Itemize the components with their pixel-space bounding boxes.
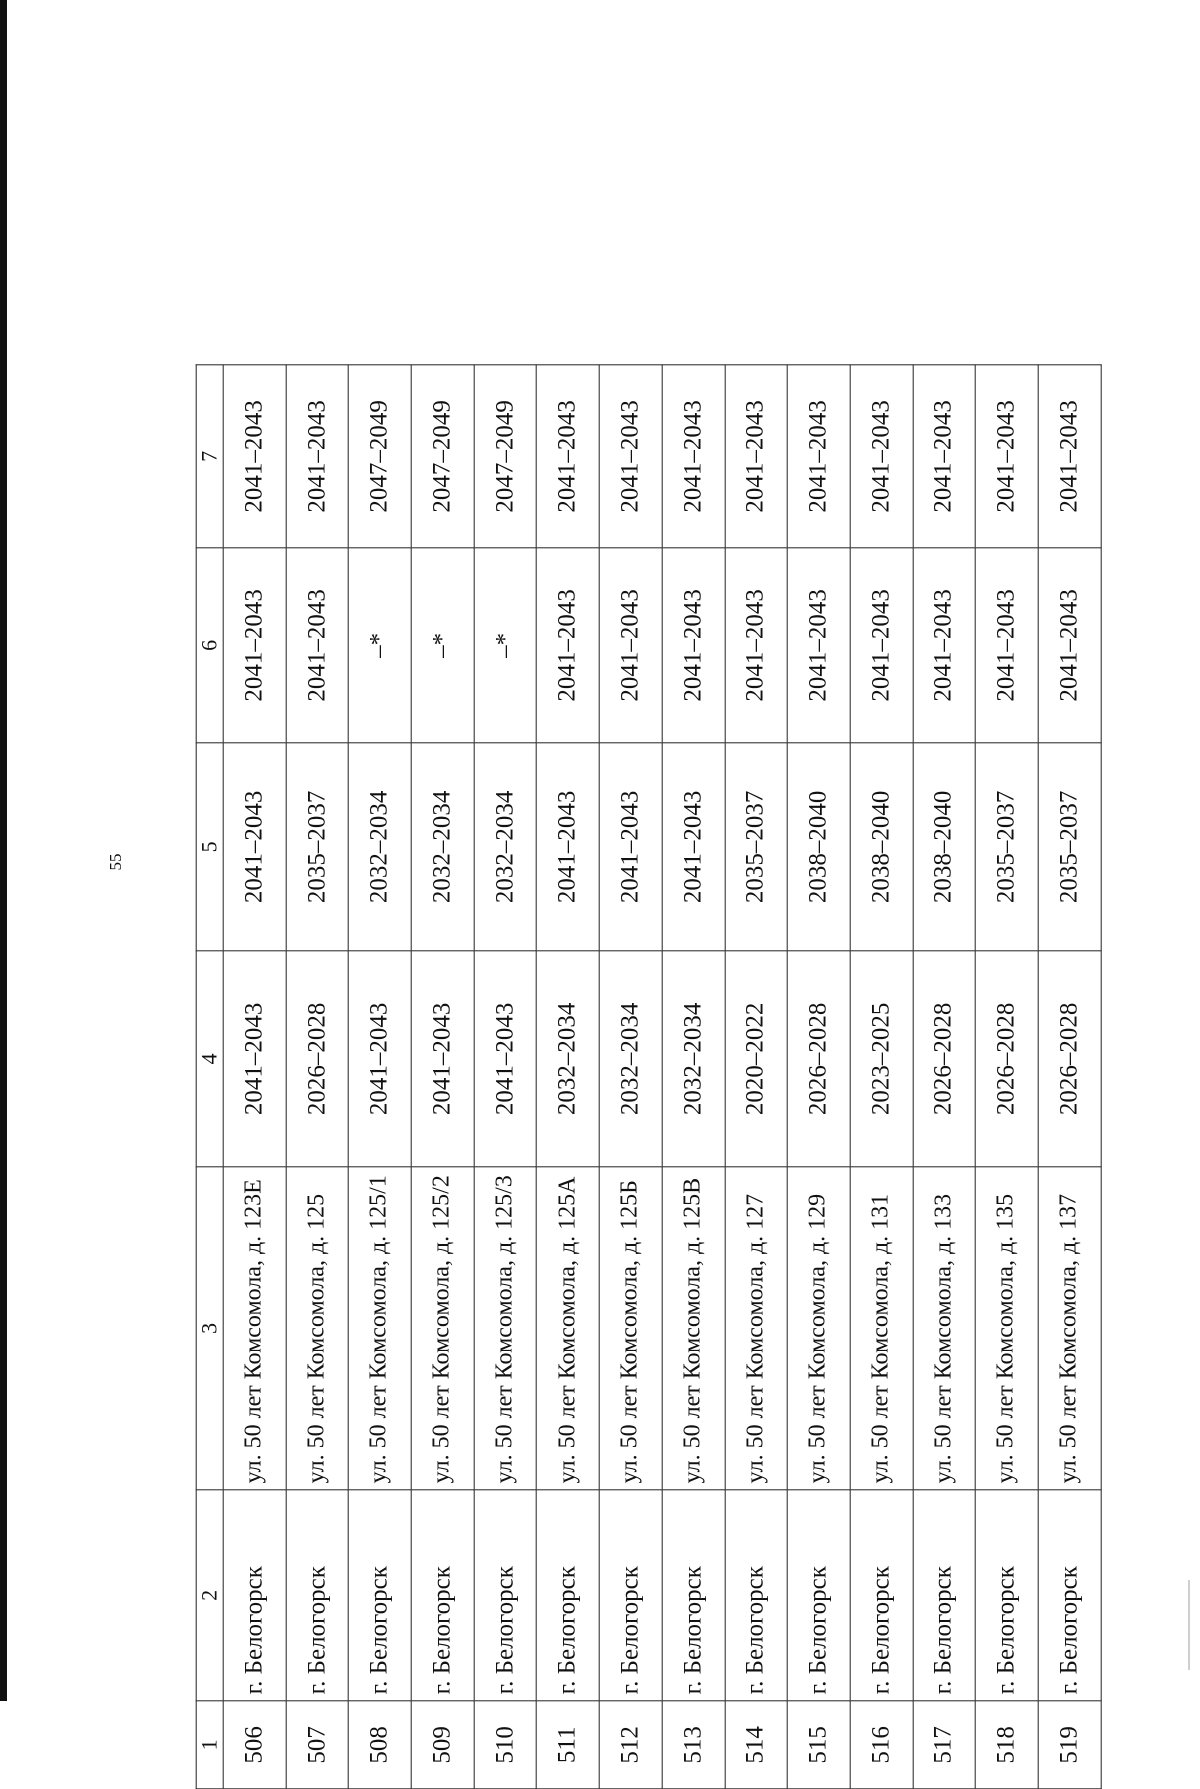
period-cell: 2026–2028 (1038, 951, 1101, 1167)
city-cell: г. Белогорск (599, 1490, 662, 1701)
column-header: 2 (196, 1490, 223, 1701)
period-cell: –* (411, 548, 474, 743)
period-cell: 2041–2043 (1038, 365, 1101, 548)
address-cell: ул. 50 лет Комсомола, д. 125В (662, 1167, 725, 1490)
row-number: 510 (474, 1701, 537, 1789)
address-cell: ул. 50 лет Комсомола, д. 133 (913, 1167, 976, 1490)
period-cell: 2041–2043 (286, 365, 349, 548)
scan-edge (0, 0, 7, 1701)
period-cell: –* (349, 548, 412, 743)
city-cell: г. Белогорск (223, 1490, 286, 1701)
period-cell: 2026–2028 (975, 951, 1038, 1167)
period-cell: 2035–2037 (286, 743, 349, 951)
table-row (349, 365, 412, 1789)
city-cell: г. Белогорск (975, 1490, 1038, 1701)
period-cell: 2038–2040 (787, 743, 850, 951)
address-cell: ул. 50 лет Комсомола, д. 131 (850, 1167, 913, 1490)
table-row (537, 365, 600, 1789)
period-cell: 2041–2043 (411, 951, 474, 1167)
row-number: 519 (1038, 1701, 1101, 1789)
period-cell: 2032–2034 (474, 743, 537, 951)
address-cell: ул. 50 лет Комсомола, д. 125 (286, 1167, 349, 1490)
table-row (474, 365, 537, 1789)
period-cell: 2026–2028 (286, 951, 349, 1167)
city-cell: г. Белогорск (1038, 1490, 1101, 1701)
period-cell: 2047–2049 (474, 365, 537, 548)
row-number: 517 (913, 1701, 976, 1789)
period-cell: 2026–2028 (913, 951, 976, 1167)
column-header: 3 (196, 1167, 223, 1490)
address-cell: ул. 50 лет Комсомола, д. 125/1 (349, 1167, 412, 1490)
period-cell: 2032–2034 (662, 951, 725, 1167)
row-number: 511 (537, 1701, 600, 1789)
period-cell: 2041–2043 (599, 743, 662, 951)
table-header-row (196, 365, 223, 1789)
period-cell: 2041–2043 (599, 365, 662, 548)
period-cell: 2032–2034 (599, 951, 662, 1167)
city-cell: г. Белогорск (725, 1490, 788, 1701)
city-cell: г. Белогорск (662, 1490, 725, 1701)
period-cell: 2032–2034 (349, 743, 412, 951)
period-cell: 2041–2043 (662, 365, 725, 548)
period-cell: 2041–2043 (537, 743, 600, 951)
address-cell: ул. 50 лет Комсомола, д. 135 (975, 1167, 1038, 1490)
column-header: 6 (196, 548, 223, 743)
period-cell: 2041–2043 (223, 743, 286, 951)
period-cell: 2035–2037 (1038, 743, 1101, 951)
column-header: 1 (196, 1701, 223, 1789)
row-number: 507 (286, 1701, 349, 1789)
period-cell: 2041–2043 (286, 548, 349, 743)
period-cell: 2041–2043 (850, 365, 913, 548)
period-cell: 2032–2034 (537, 951, 600, 1167)
period-cell: 2038–2040 (913, 743, 976, 951)
period-cell: 2032–2034 (411, 743, 474, 951)
period-cell: 2038–2040 (850, 743, 913, 951)
row-number: 512 (599, 1701, 662, 1789)
city-cell: г. Белогорск (286, 1490, 349, 1701)
period-cell: 2041–2043 (975, 548, 1038, 743)
city-cell: г. Белогорск (349, 1490, 412, 1701)
period-cell: –* (474, 548, 537, 743)
period-cell: 2047–2049 (411, 365, 474, 548)
period-cell: 2041–2043 (787, 365, 850, 548)
period-cell: 2041–2043 (1038, 548, 1101, 743)
column-header: 4 (196, 951, 223, 1167)
city-cell: г. Белогорск (537, 1490, 600, 1701)
row-number: 514 (725, 1701, 788, 1789)
row-number: 509 (411, 1701, 474, 1789)
table-row (411, 365, 474, 1789)
page-number: 55 (106, 853, 125, 871)
period-cell: 2041–2043 (223, 365, 286, 548)
column-header: 5 (196, 743, 223, 951)
city-cell: г. Белогорск (474, 1490, 537, 1701)
period-cell: 2035–2037 (725, 743, 788, 951)
address-cell: ул. 50 лет Комсомола, д. 125Б (599, 1167, 662, 1490)
period-cell: 2041–2043 (850, 548, 913, 743)
table-row (913, 365, 976, 1789)
period-cell: 2035–2037 (975, 743, 1038, 951)
period-cell: 2041–2043 (913, 365, 976, 548)
period-cell: 2041–2043 (223, 548, 286, 743)
row-number: 518 (975, 1701, 1038, 1789)
table-row (223, 365, 286, 1789)
period-cell: 2020–2022 (725, 951, 788, 1167)
table-row (787, 365, 850, 1789)
table-row (975, 365, 1038, 1789)
period-cell: 2047–2049 (349, 365, 412, 548)
address-cell: ул. 50 лет Комсомола, д. 129 (787, 1167, 850, 1490)
period-cell: 2041–2043 (725, 365, 788, 548)
table-row (662, 365, 725, 1789)
period-cell: 2041–2043 (787, 548, 850, 743)
address-cell: ул. 50 лет Комсомола, д. 127 (725, 1167, 788, 1490)
period-cell: 2041–2043 (537, 365, 600, 548)
city-cell: г. Белогорск (411, 1490, 474, 1701)
address-cell: ул. 50 лет Комсомола, д. 125/3 (474, 1167, 537, 1490)
table-row (850, 365, 913, 1789)
row-number: 515 (787, 1701, 850, 1789)
period-cell: 2026–2028 (787, 951, 850, 1167)
table-row (1038, 365, 1101, 1789)
address-cell: ул. 50 лет Комсомола, д. 125А (537, 1167, 600, 1490)
schedule-table (196, 364, 1102, 1789)
table-row (599, 365, 662, 1789)
period-cell: 2023–2025 (850, 951, 913, 1167)
address-cell: ул. 50 лет Комсомола, д. 137 (1038, 1167, 1101, 1490)
address-cell: ул. 50 лет Комсомола, д. 125/2 (411, 1167, 474, 1490)
period-cell: 2041–2043 (223, 951, 286, 1167)
address-cell: ул. 50 лет Комсомола, д. 123Е (223, 1167, 286, 1490)
period-cell: 2041–2043 (662, 743, 725, 951)
table-row (725, 365, 788, 1789)
period-cell: 2041–2043 (975, 365, 1038, 548)
city-cell: г. Белогорск (850, 1490, 913, 1701)
period-cell: 2041–2043 (474, 951, 537, 1167)
table-row (286, 365, 349, 1789)
period-cell: 2041–2043 (913, 548, 976, 743)
period-cell: 2041–2043 (662, 548, 725, 743)
row-number: 516 (850, 1701, 913, 1789)
row-number: 508 (349, 1701, 412, 1789)
period-cell: 2041–2043 (599, 548, 662, 743)
row-number: 513 (662, 1701, 725, 1789)
table-body (223, 365, 1101, 1789)
row-number: 506 (223, 1701, 286, 1789)
period-cell: 2041–2043 (725, 548, 788, 743)
period-cell: 2041–2043 (349, 951, 412, 1167)
city-cell: г. Белогорск (787, 1490, 850, 1701)
city-cell: г. Белогорск (913, 1490, 976, 1701)
column-header: 7 (196, 365, 223, 548)
scan-artifact (1188, 1580, 1190, 1670)
period-cell: 2041–2043 (537, 548, 600, 743)
